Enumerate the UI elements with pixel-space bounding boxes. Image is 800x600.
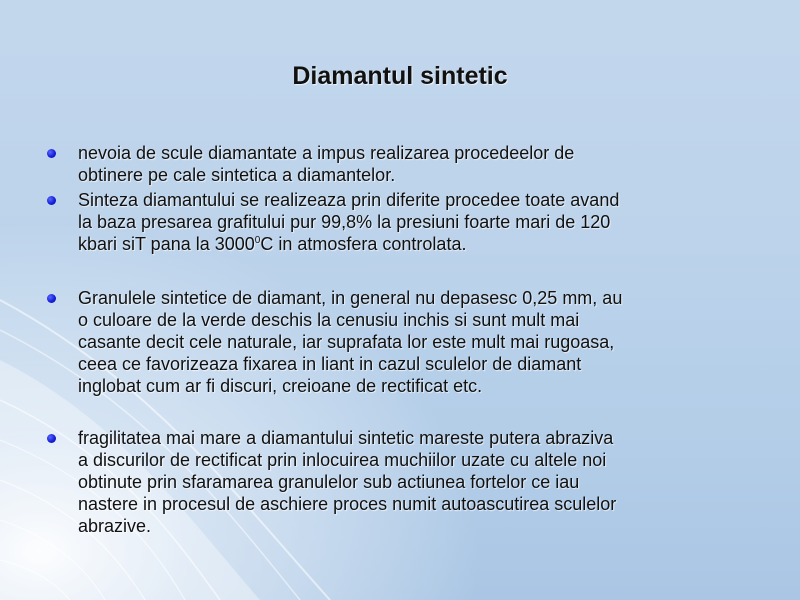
bullet-line: kbari siT pana la 3000 [78,234,255,254]
bullet-line: la baza presarea grafitului pur 99,8% la presiuni foarte mari de 120 [78,212,611,232]
bullet-dot-icon [47,196,56,205]
bullet-line: Sinteza diamantului se realizeaza prin diferite procedee toate avand [78,190,620,210]
bullet-text: fragilitatea mai mare a diamantului sintetic mareste putera abraziva a discurilor de rectificat prin inlocuirea muchiilor uzate cu altele noi obtinute prin sfaramarea granulelor sub actiunea fortelor ce iau nastere in procesul de aschiere proces numit autoascutirea sculelor abrazive. [78,428,617,536]
bullet-text [78,189,762,255]
bullet-dot-icon [47,434,56,443]
bullet-text: Granulele sintetice de diamant, in general nu depasesc 0,25 mm, au o culoare de la verde deschis la cenusiu inchis si sunt mult mai casante decit cele naturale, iar suprafata lor este mult mai rugoasa, ceea ce favorizeaza fixarea in liant in cazul sculelor de diamant inglobat cum ar fi discuri, creioane de rectificat etc. [78,288,623,396]
bullet-line: C in atmosfera controlata. [260,234,467,254]
bullet-dot-icon [47,149,56,158]
bullet-line: obtinere pe cale sintetica a diamantelor. [78,165,396,185]
bullet-dot-icon [47,294,56,303]
bullet-text [78,142,762,186]
degree-superscript: 0 [254,235,261,246]
slide-title: Diamantul sintetic [292,62,508,90]
bullet-line: nevoia de scule diamantate a impus realizarea procedeelor de [78,143,575,163]
